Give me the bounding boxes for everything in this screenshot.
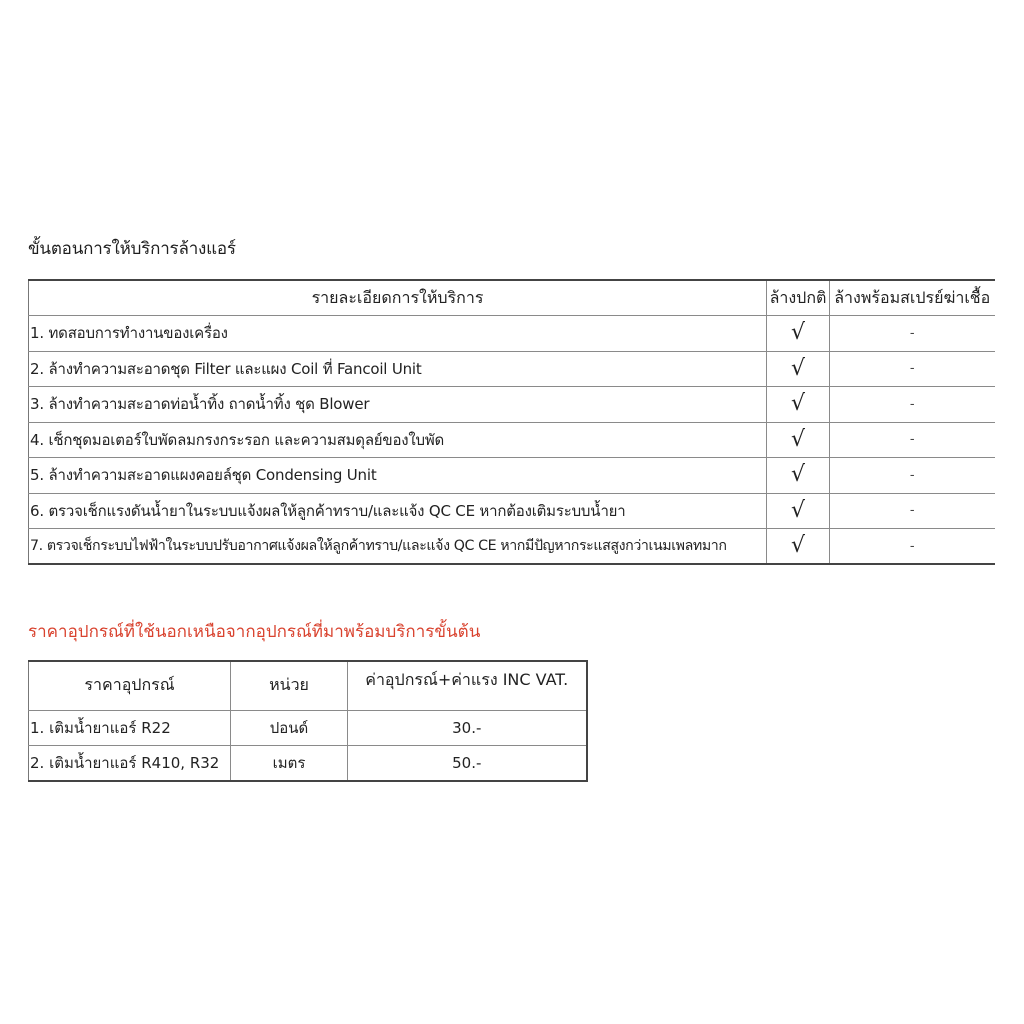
check-mark-icon: √ xyxy=(767,529,830,565)
table-row xyxy=(29,746,587,782)
service-steps-title: ขั้นตอนการให้บริการล้างแอร์ xyxy=(28,239,236,259)
header-service-details: รายละเอียดการให้บริการ xyxy=(29,280,767,316)
service-details-table xyxy=(28,279,995,565)
table-row xyxy=(29,422,995,458)
table-row xyxy=(29,351,995,387)
equipment-price: 30.- xyxy=(348,710,587,746)
header-cost-inc-vat: ค่าอุปกรณ์+ค่าแรง INC VAT. xyxy=(348,661,587,710)
service-description: 3. ล้างทำความสะอาดท่อน้ำทิ้ง ถาดน้ำทิ้ง ชุด Blower xyxy=(29,387,767,423)
spray-value: - xyxy=(830,387,995,423)
table-header-row xyxy=(29,661,587,710)
table-row xyxy=(29,493,995,529)
check-mark-icon: √ xyxy=(767,316,830,352)
equipment-unit: เมตร xyxy=(231,746,348,782)
equipment-item: 2. เติมน้ำยาแอร์ R410, R32 xyxy=(29,746,231,782)
header-unit: หน่วย xyxy=(231,661,348,710)
header-wash-with-spray: ล้างพร้อมสเปรย์ฆ่าเชื้อ xyxy=(830,280,995,316)
service-description: 4. เช็กชุดมอเตอร์ใบพัดลมกรงกระรอก และความสมดุลย์ของใบพัด xyxy=(29,422,767,458)
service-description: 1. ทดสอบการทำงานของเครื่อง xyxy=(29,316,767,352)
spray-value: - xyxy=(830,493,995,529)
table-row xyxy=(29,387,995,423)
equipment-price: 50.- xyxy=(348,746,587,782)
check-mark-icon: √ xyxy=(767,351,830,387)
service-description: 7. ตรวจเช็กระบบไฟฟ้าในระบบปรับอากาศแจ้งผลให้ลูกค้าทราบ/และแจ้ง QC CE หากมีปัญหากระแสสูงกว่าเนมเพลทมาก xyxy=(29,529,767,565)
spray-value: - xyxy=(830,316,995,352)
check-mark-icon: √ xyxy=(767,387,830,423)
equipment-price-title: ราคาอุปกรณ์ที่ใช้นอกเหนือจากอุปกรณ์ที่มาพร้อมบริการขั้นต้น xyxy=(28,622,481,642)
service-description: 5. ล้างทำความสะอาดแผงคอยล์ชุด Condensing Unit xyxy=(29,458,767,494)
equipment-price-table xyxy=(28,660,588,782)
check-mark-icon: √ xyxy=(767,493,830,529)
service-description: 6. ตรวจเช็กแรงดันน้ำยาในระบบแจ้งผลให้ลูกค้าทราบ/และแจ้ง QC CE หากต้องเติมระบบน้ำยา xyxy=(29,493,767,529)
table-row xyxy=(29,316,995,352)
header-normal-wash: ล้างปกติ xyxy=(767,280,830,316)
spray-value: - xyxy=(830,422,995,458)
equipment-item: 1. เติมน้ำยาแอร์ R22 xyxy=(29,710,231,746)
header-equipment: ราคาอุปกรณ์ xyxy=(29,661,231,710)
table-header-row xyxy=(29,280,995,316)
spray-value: - xyxy=(830,351,995,387)
equipment-unit: ปอนด์ xyxy=(231,710,348,746)
service-description: 2. ล้างทำความสะอาดชุด Filter และแผง Coil ที่ Fancoil Unit xyxy=(29,351,767,387)
table-row xyxy=(29,710,587,746)
table-row xyxy=(29,458,995,494)
check-mark-icon: √ xyxy=(767,458,830,494)
spray-value: - xyxy=(830,458,995,494)
table-row xyxy=(29,529,995,565)
spray-value: - xyxy=(830,529,995,565)
check-mark-icon: √ xyxy=(767,422,830,458)
